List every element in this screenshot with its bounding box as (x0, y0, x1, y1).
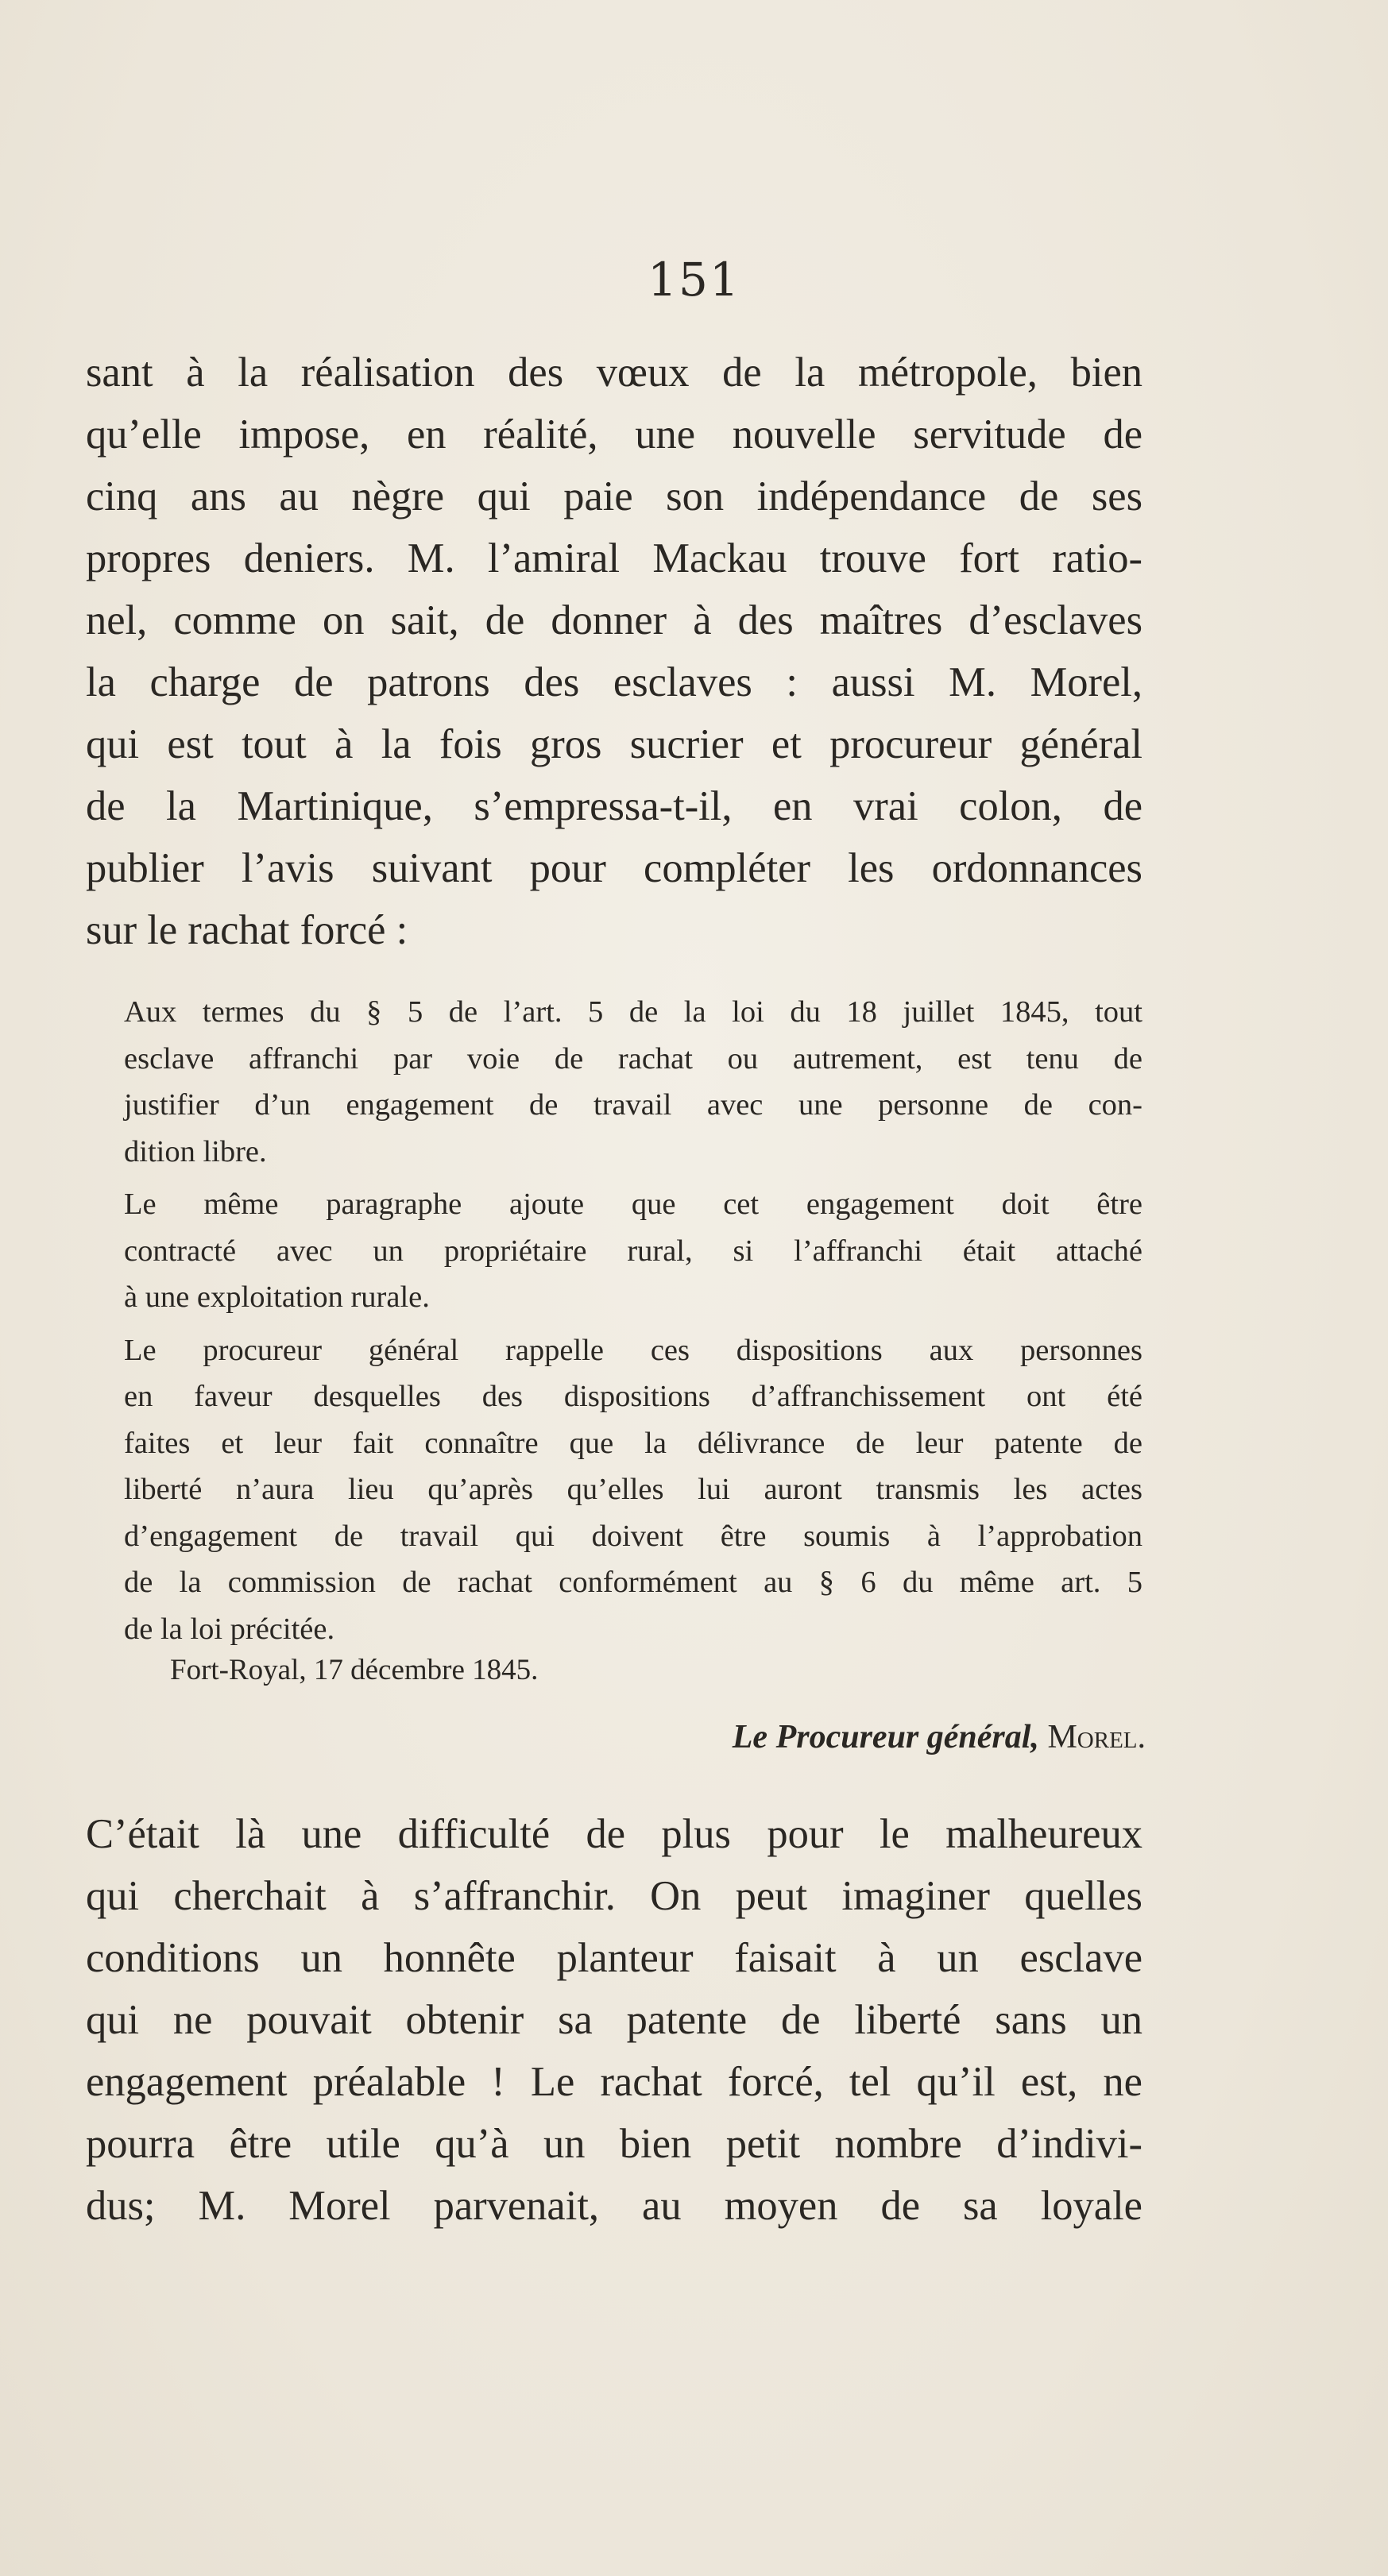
page-number: 151 (648, 253, 740, 307)
paragraph-2 (86, 1803, 1142, 2237)
notice-line: à une exploitation rurale. (124, 1280, 430, 1314)
notice-signature (733, 1718, 1146, 1756)
text-line: qui cherchait à s’affranchir. On peut imaginer quelles (86, 1873, 1142, 1919)
text-line: dus; M. Morel parvenait, au moyen de sa loyale (86, 2183, 1142, 2229)
text-line: qui ne pouvait obtenir sa patente de liberté sans un (86, 1997, 1142, 2043)
signature-role: Le Procureur général, (732, 1719, 1039, 1755)
notice-line: d’engagement de travail qui doivent être soumis à l’approbation (124, 1519, 1142, 1553)
text-line: conditions un honnête planteur faisait à un esclave (86, 1935, 1142, 1981)
notice-line: en faveur desquelles des dispositions d’affranchissement ont été (124, 1380, 1142, 1413)
notice-place-date: Fort-Royal, 17 décembre 1845. (170, 1654, 539, 1686)
text-line: pourra être utile qu’à un bien petit nombre d’indivi- (86, 2121, 1142, 2167)
text-line: C’était là une difficulté de plus pour le malheureux (86, 1811, 1142, 1857)
text-line: qu’elle impose, en réalité, une nouvelle servitude de (86, 411, 1142, 458)
text-line: la charge de patrons des esclaves : aussi M. Morel, (86, 659, 1142, 705)
notice-line: faites et leur fait connaître que la délivrance de leur patente de (124, 1426, 1142, 1460)
signature-name: Morel. (1047, 1719, 1146, 1755)
notice-line: justifier d’un engagement de travail avec une personne de con- (124, 1088, 1142, 1122)
notice-line: Aux termes du § 5 de l’art. 5 de la loi du 18 juillet 1845, tout (124, 995, 1142, 1029)
notice-line: Le procureur général rappelle ces dispositions aux personnes (124, 1333, 1142, 1367)
text-line: publier l’avis suivant pour compléter les ordonnances (86, 845, 1142, 891)
quoted-notice (124, 989, 1142, 1652)
notice-line: Le même paragraphe ajoute que cet engagement doit être (124, 1188, 1142, 1221)
paragraph-gap (124, 1321, 1142, 1327)
notice-line: de la loi précitée. (124, 1612, 335, 1646)
text-line: nel, comme on sait, de donner à des maîtres d’esclaves (86, 597, 1142, 643)
paragraph-gap (124, 1175, 1142, 1181)
paragraph-1 (86, 342, 1142, 961)
text-line: qui est tout à la fois gros sucrier et procureur général (86, 721, 1142, 767)
text-line: sur le rachat forcé : (86, 907, 408, 953)
text-line: engagement préalable ! Le rachat forcé, tel qu’il est, ne (86, 2059, 1142, 2105)
notice-line: de la commission de rachat conformément au § 6 du même art. 5 (124, 1566, 1142, 1599)
notice-line: contracté avec un propriétaire rural, si l’affranchi était attaché (124, 1234, 1142, 1268)
text-line: sant à la réalisation des vœux de la métropole, bien (86, 350, 1142, 396)
notice-line: dition libre. (124, 1134, 267, 1168)
text-line: propres deniers. M. l’amiral Mackau trouve fort ratio- (86, 535, 1142, 581)
notice-line: esclave affranchi par voie de rachat ou autrement, est tenu de (124, 1041, 1142, 1076)
notice-line: liberté n’aura lieu qu’après qu’elles lui auront transmis les actes (124, 1473, 1142, 1506)
text-line: de la Martinique, s’empressa-t-il, en vrai colon, de (86, 783, 1142, 829)
text-line: cinq ans au nègre qui paie son indépendance de ses (86, 473, 1142, 519)
